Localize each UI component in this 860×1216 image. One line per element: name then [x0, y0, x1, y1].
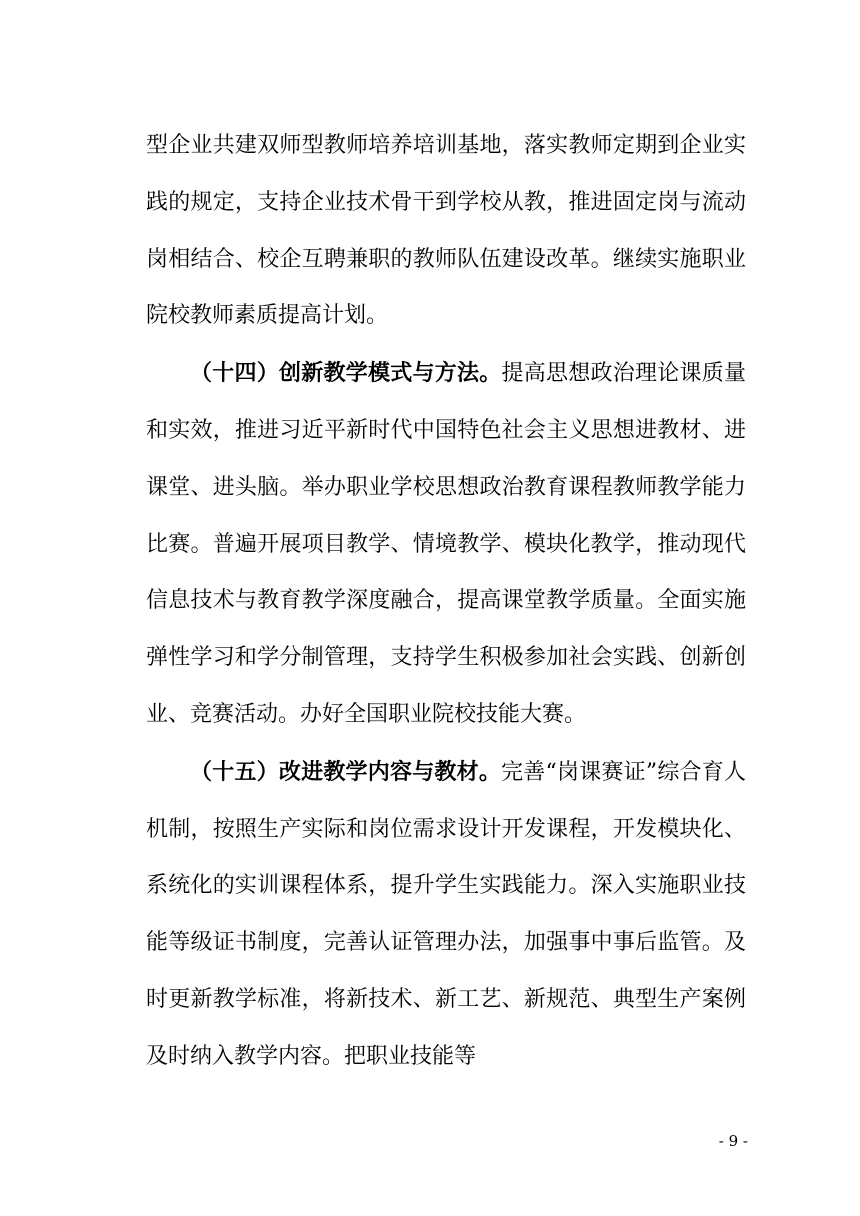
page-number: - 9 -	[718, 1132, 748, 1150]
section-heading-15: （十五）改进教学内容与教材。	[190, 758, 502, 785]
section-heading-14: （十四）创新教学模式与方法。	[190, 360, 502, 387]
body-text	[146, 118, 746, 1086]
paragraph-continued	[146, 118, 746, 345]
paragraph-section-14	[146, 345, 746, 744]
paragraph-text: 提高思想政治理论课质量和实效，推进习近平新时代中国特色社会主义思想进教材、进课堂、进头脑。举办职业学校思想政治教育课程教师教学能力比赛。普遍开展项目教学、情境教学、模块化教学，推动现代信息技术与教育教学深度融合，提高课堂教学质量。全面实施弹性学习和学分制管理，支持学生积极参加社会实践、创新创业、竞赛活动。办好全国职业院校技能大赛。	[146, 361, 746, 727]
paragraph-text: 型企业共建双师型教师培养培训基地，落实教师定期到企业实践的规定，支持企业技术骨干到学校从教，推进固定岗与流动岗相结合、校企互聘兼职的教师队伍建设改革。继续实施职业院校教师素质提高计划。	[146, 133, 746, 329]
paragraph-text: 完善“岗课赛证”综合育人机制，按照生产实际和岗位需求设计开发课程，开发模块化、系统化的实训课程体系，提升学生实践能力。深入实施职业技能等级证书制度，完善认证管理办法，加强事中事后监管。及时更新教学标准，将新技术、新工艺、新规范、典型生产案例及时纳入教学内容。把职业技能等	[146, 759, 746, 1069]
paragraph-section-15	[146, 744, 746, 1086]
